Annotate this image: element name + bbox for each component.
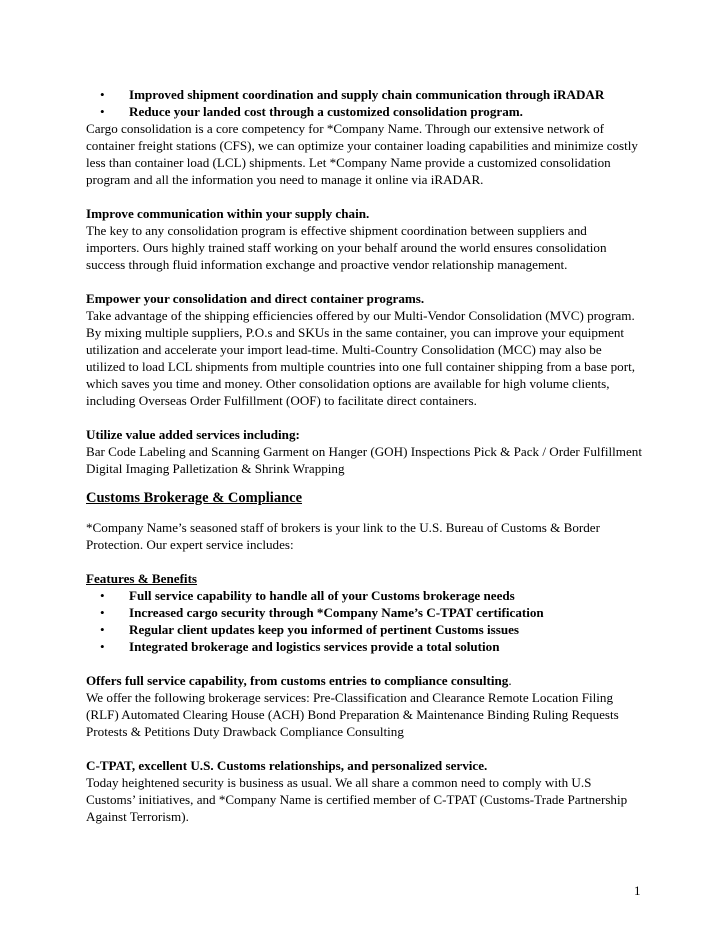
list-item: • Increased cargo security through *Company Name’s C-TPAT certification [100, 605, 544, 620]
paragraph-line: We offer the following brokerage services: Pre-Classification and Clearance Remote Location Filing [86, 690, 614, 705]
paragraph-line: Customs’ initiatives, and *Company Name is certified member of C-TPAT (Customs-Trade Partnership [86, 792, 628, 807]
list-item: • Reduce your landed cost through a customized consolidation program. [100, 104, 523, 119]
paragraph-line: By mixing multiple suppliers, P.O.s and SKUs in the same container, you can improve your equipment [86, 325, 625, 340]
paragraph-line: Protests & Petitions Duty Drawback Compliance Consulting [86, 724, 404, 739]
section-full-service [86, 672, 648, 740]
paragraph-line: The key to any consolidation program is effective shipment coordination between suppliers and [86, 223, 587, 238]
section-value-added [86, 426, 648, 477]
section-heading: Improve communication within your supply chain. [86, 206, 370, 221]
section-ctpat [86, 757, 648, 825]
section-heading: Features & Benefits [86, 571, 198, 586]
paragraph-line: Digital Imaging Palletization & Shrink Wrapping [86, 461, 345, 476]
document-page [86, 86, 648, 825]
customs-intro [86, 519, 648, 553]
section-heading: C-TPAT, excellent U.S. Customs relationships, and personalized service. [86, 758, 488, 773]
paragraph-line: *Company Name’s seasoned staff of brokers is your link to the U.S. Bureau of Customs & Border [86, 520, 600, 535]
bullet-icon: • [100, 104, 105, 119]
section-heading: Empower your consolidation and direct container programs. [86, 291, 425, 306]
section-communication [86, 205, 648, 273]
paragraph-line: program and all the information you need to manage it online via iRADAR. [86, 172, 484, 187]
bullet-icon: • [100, 605, 105, 620]
list-item: • Regular client updates keep you informed of pertinent Customs issues [100, 622, 520, 637]
intro-paragraph [86, 120, 648, 188]
intro-bullet-list [86, 86, 648, 120]
features-benefits [86, 570, 648, 655]
paragraph-line: importers. Ours highly trained staff working on your behalf around the world ensures consolidation [86, 240, 607, 255]
section-heading: Utilize value added services including: [86, 427, 300, 442]
paragraph-line: (RLF) Automated Clearing House (ACH) Bond Preparation & Maintenance Binding Ruling Requests [86, 707, 619, 722]
paragraph-line: Protection. Our expert service includes: [86, 537, 294, 552]
bullet-icon: • [100, 588, 105, 603]
list-item: • Full service capability to handle all of your Customs brokerage needs [100, 588, 515, 603]
paragraph-line: including Overseas Order Fulfillment (OOF) to facilitate direct containers. [86, 393, 477, 408]
bullet-icon: • [100, 639, 105, 654]
paragraph-line: utilization and accelerate your import lead-time. Multi-Country Consolidation (MCC) may also be [86, 342, 602, 357]
list-item: • Improved shipment coordination and supply chain communication through iRADAR [100, 87, 605, 102]
paragraph-line: container freight stations (CFS), we can optimize your container loading capabilities and minimize costly [86, 138, 638, 153]
paragraph-line: utilized to load LCL shipments from multiple countries into one full container shipping from a base port, [86, 359, 635, 374]
paragraph-line: Against Terrorism). [86, 809, 189, 824]
section-heading: Offers full service capability, from customs entries to compliance consulting. [86, 673, 512, 688]
customs-heading: Customs Brokerage & Compliance [86, 490, 303, 506]
page-number: 1 [634, 883, 641, 898]
paragraph-line: less than container load (LCL) shipments. Let *Company Name provide a customized consolidation [86, 155, 611, 170]
paragraph-line: Today heightened security is business as usual. We all share a common need to comply with U.S [86, 775, 592, 790]
paragraph-line: Take advantage of the shipping efficiencies offered by our Multi-Vendor Consolidation (MVC) program. [86, 308, 635, 323]
section-empower [86, 290, 648, 409]
paragraph-line: Bar Code Labeling and Scanning Garment on Hanger (GOH) Inspections Pick & Pack / Order Fulfillment [86, 444, 642, 459]
bullet-icon: • [100, 622, 105, 637]
paragraph-line: which saves you time and money. Other consolidation options are available for high volume clients, [86, 376, 610, 391]
paragraph-line: Cargo consolidation is a core competency for *Company Name. Through our extensive network of [86, 121, 605, 136]
list-item: • Integrated brokerage and logistics services provide a total solution [100, 639, 500, 654]
paragraph-line: success through fluid information exchange and proactive vendor relationship management. [86, 257, 568, 272]
bullet-icon: • [100, 87, 105, 102]
